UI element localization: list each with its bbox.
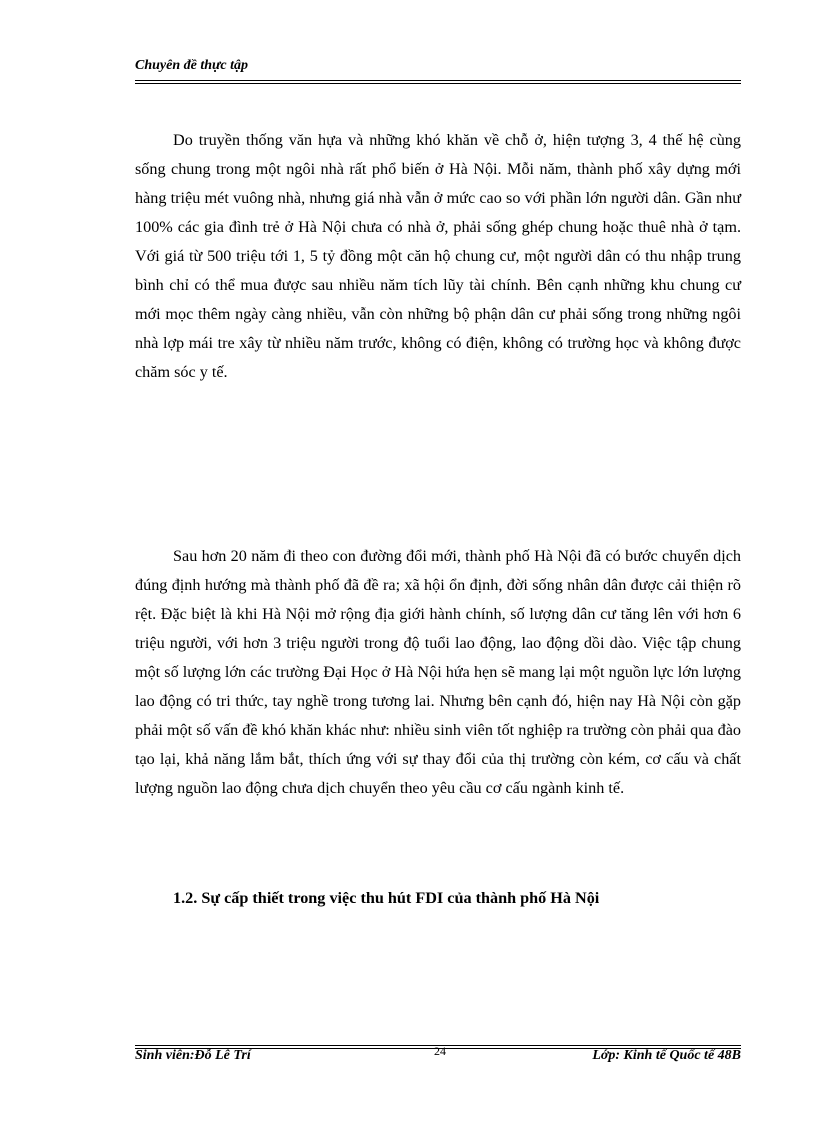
- footer-class: Lớp: Kinh tế Quốc tế 48B: [592, 1048, 741, 1063]
- header-rule: [135, 80, 741, 84]
- page-number: 24: [434, 1044, 446, 1058]
- page-header: [135, 58, 741, 78]
- section-heading: 1.2. Sự cấp thiết trong việc thu hút FDI của thành phố Hà Nội: [173, 889, 600, 907]
- footer-student: Sinh viên:Đỗ Lê Trí: [135, 1048, 251, 1063]
- body-paragraph-1: Do truyền thống văn hựa và những khó khăn về chỗ ở, hiện tượng 3, 4 thế hệ cùng sống chung trong một ngôi nhà rất phổ biến ở Hà Nội. Mỗi năm, thành phố xây dựng mới hàng triệu mét vuông nhà, nhưng giá nhà vẫn ở mức cao so với phần lớn người dân. Gần như 100% các gia đình trẻ ở Hà Nội chưa có nhà ở, phải sống ghép chung hoặc thuê nhà ở tạm. Với giá từ 500 triệu tới 1, 5 tỷ đồng một căn hộ chung cư, một người dân có thu nhập trung bình chỉ có thể mua được sau nhiều năm tích lũy tài chính. Bên cạnh những khu chung cư mới mọc thêm ngày càng nhiều, vẫn còn những bộ phận dân cư phải sống trong những ngôi nhà lợp mái tre xây từ nhiều năm trước, không có điện, không có trường học và không được chăm sóc y tế.: [135, 131, 741, 381]
- body-paragraph-2: Sau hơn 20 năm đi theo con đường đổi mới, thành phố Hà Nội đã có bước chuyển dịch đúng định hướng mà thành phố đã đề ra; xã hội ổn định, đời sống nhân dân được cải thiện rõ rệt. Đặc biệt là khi Hà Nội mở rộng địa giới hành chính, số lượng dân cư tăng lên với hơn 6 triệu người, với hơn 3 triệu người trong độ tuổi lao động, lao động dồi dào. Việc tập chung một số lượng lớn các trường Đại Học ở Hà Nội hứa hẹn sẽ mang lại một nguồn lực lớn lượng lao động có tri thức, tay nghề trong tương lai. Nhưng bên cạnh đó, hiện nay Hà Nội còn gặp phải một số vấn đề khó khăn khác như: nhiều sinh viên tốt nghiệp ra trường còn phải qua đào tạo lại, khả năng lắm bắt, thích ứng với sự thay đổi của thị trường còn kém, cơ cấu và chất lượng nguồn lao động chưa dịch chuyển theo yêu cầu cơ cấu ngành kinh tế.: [135, 547, 741, 797]
- header-title: Chuyên đề thực tập: [135, 58, 249, 73]
